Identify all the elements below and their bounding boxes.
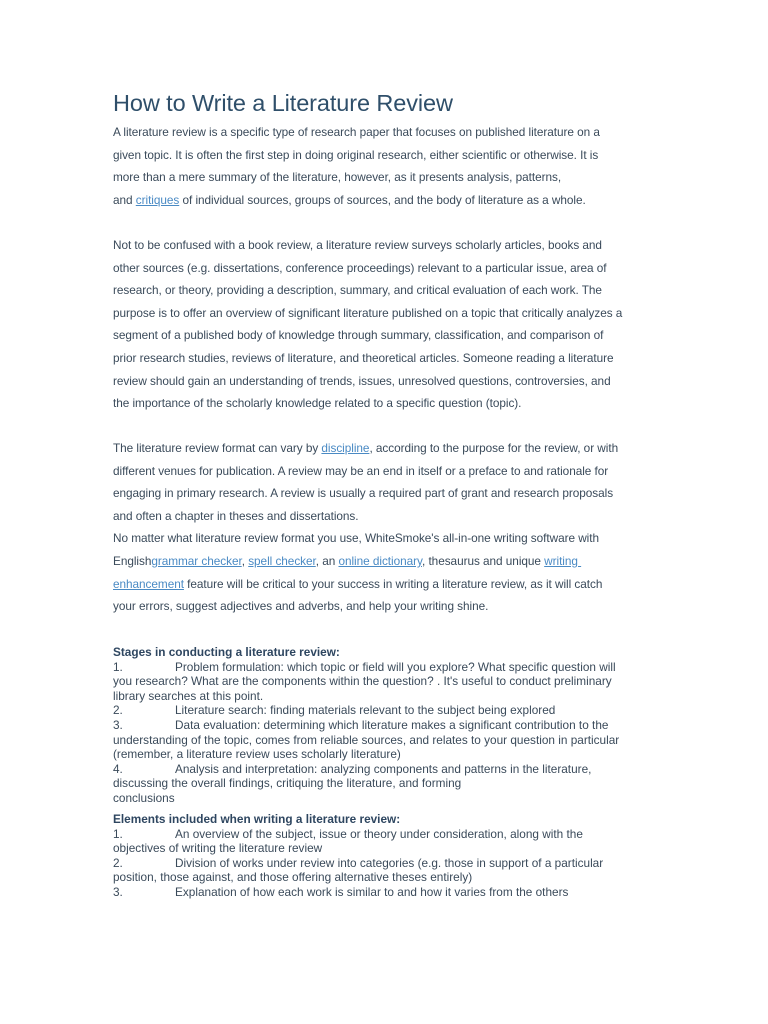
text-line: the importance of the scholarly knowledge related to a specific question (topic). xyxy=(113,396,522,411)
list-text: library searches at this point. xyxy=(113,688,264,703)
list-text: understanding of the topic, comes from reliable sources, and relates to your question in particular xyxy=(113,732,620,747)
text-fragment: and xyxy=(113,192,136,207)
format-paragraph xyxy=(113,437,658,618)
text-line: No matter what literature review format you use, WhiteSmoke's all-in-one writing software with xyxy=(113,531,599,546)
text-fragment: The literature review format can vary by xyxy=(113,441,322,455)
page-title: How to Write a Literature Review xyxy=(113,90,453,116)
list-number: 1. xyxy=(113,826,123,841)
list-text: conclusions xyxy=(113,790,175,805)
text-line: prior research studies, reviews of literature, and theoretical articles. Someone reading a literature xyxy=(113,350,614,365)
list-item xyxy=(113,762,658,777)
writing-enhancement-link[interactable]: writing xyxy=(544,553,582,568)
intro-paragraph xyxy=(113,121,658,211)
list-text: you research? What are the components within the question? . It's useful to conduct preliminary xyxy=(113,674,612,689)
list-text: Analysis and interpretation: analyzing components and patterns in the literature, xyxy=(175,761,592,776)
text-line: different venues for publication. A review may be an end in itself or a preface to and rationale for xyxy=(113,463,609,478)
list-number: 3. xyxy=(113,884,123,899)
list-item xyxy=(113,885,658,900)
writing-enhancement-link-cont[interactable]: enhancement xyxy=(113,576,184,591)
list-text: (remember, a literature review uses scholarly literature) xyxy=(113,747,401,762)
stages-section xyxy=(113,645,658,806)
list-text: objectives of writing the literature review xyxy=(113,841,323,856)
list-number: 4. xyxy=(113,761,123,776)
text-line xyxy=(113,573,658,596)
text-line: segment of a published body of knowledge through summary, classification, and comparison of xyxy=(113,328,604,343)
list-text: An overview of the subject, issue or theory under consideration, along with the xyxy=(175,826,583,841)
list-text: Division of works under review into categories (e.g. those in support of a particular xyxy=(175,855,604,870)
stages-heading: Stages in conducting a literature review: xyxy=(113,645,340,659)
text-line xyxy=(113,550,658,573)
text-fragment: English xyxy=(113,553,152,568)
list-number: 2. xyxy=(113,703,123,718)
list-text: Problem formulation: which topic or field will you explore? What specific question will xyxy=(175,659,616,674)
text-line: and often a chapter in theses and dissertations. xyxy=(113,508,359,523)
text-line xyxy=(113,437,658,460)
text-line: Not to be confused with a book review, a literature review surveys scholarly articles, books and xyxy=(113,238,602,252)
text-line xyxy=(113,189,658,212)
list-text: Data evaluation: determining which literature makes a significant contribution to the xyxy=(175,717,609,732)
list-item xyxy=(113,660,658,675)
spell-checker-link[interactable]: spell checker xyxy=(248,553,316,568)
text-fragment: , an xyxy=(315,553,339,568)
list-number: 2. xyxy=(113,855,123,870)
list-text: position, those against, and those offering alternative theses entirely) xyxy=(113,870,473,885)
definition-paragraph xyxy=(113,234,658,415)
list-item xyxy=(113,703,658,718)
list-number: 3. xyxy=(113,717,123,732)
text-line: research, or theory, providing a description, summary, and critical evaluation of each work. The xyxy=(113,283,602,298)
text-fragment: , thesaurus and unique xyxy=(422,553,545,568)
text-fragment: feature will be critical to your success in writing a literature review, as it will catch xyxy=(183,576,603,591)
text-fragment: of individual sources, groups of sources, and the body of literature as a whole. xyxy=(179,192,586,207)
text-line: other sources (e.g. dissertations, conference proceedings) relevant to a particular issue, area of xyxy=(113,260,607,275)
text-line: engaging in primary research. A review is usually a required part of grant and research proposals xyxy=(113,486,614,501)
list-item xyxy=(113,827,658,842)
critiques-link[interactable]: critiques xyxy=(135,192,180,207)
list-item xyxy=(113,718,658,733)
online-dictionary-link[interactable]: online dictionary xyxy=(338,553,422,568)
list-text: Literature search: finding materials relevant to the subject being explored xyxy=(175,703,556,718)
text-fragment: , according to the purpose for the review, or with xyxy=(369,441,619,455)
text-line: more than a mere summary of the literature, however, as it presents analysis, patterns, xyxy=(113,170,562,185)
list-item xyxy=(113,856,658,871)
text-fragment: , xyxy=(241,553,249,568)
elements-heading: Elements included when writing a literature review: xyxy=(113,812,401,826)
grammar-checker-link[interactable]: grammar checker xyxy=(151,553,242,568)
list-text: Explanation of how each work is similar to and how it varies from the others xyxy=(175,884,569,899)
text-line: A literature review is a specific type of research paper that focuses on published literature on a xyxy=(113,125,600,139)
list-text: discussing the overall findings, critiquing the literature, and forming xyxy=(113,776,462,791)
elements-section xyxy=(113,812,658,900)
text-line: purpose is to offer an overview of significant literature published on a topic that critically analyzes a xyxy=(113,305,623,320)
text-line: your errors, suggest adjectives and adverbs, and help your writing shine. xyxy=(113,599,489,614)
text-line: given topic. It is often the first step in doing original research, either scientific or otherwise. It is xyxy=(113,147,599,162)
list-number: 1. xyxy=(113,659,123,674)
text-line: review should gain an understanding of trends, issues, unresolved questions, controversies, and xyxy=(113,373,611,388)
discipline-link[interactable]: discipline xyxy=(321,441,370,455)
